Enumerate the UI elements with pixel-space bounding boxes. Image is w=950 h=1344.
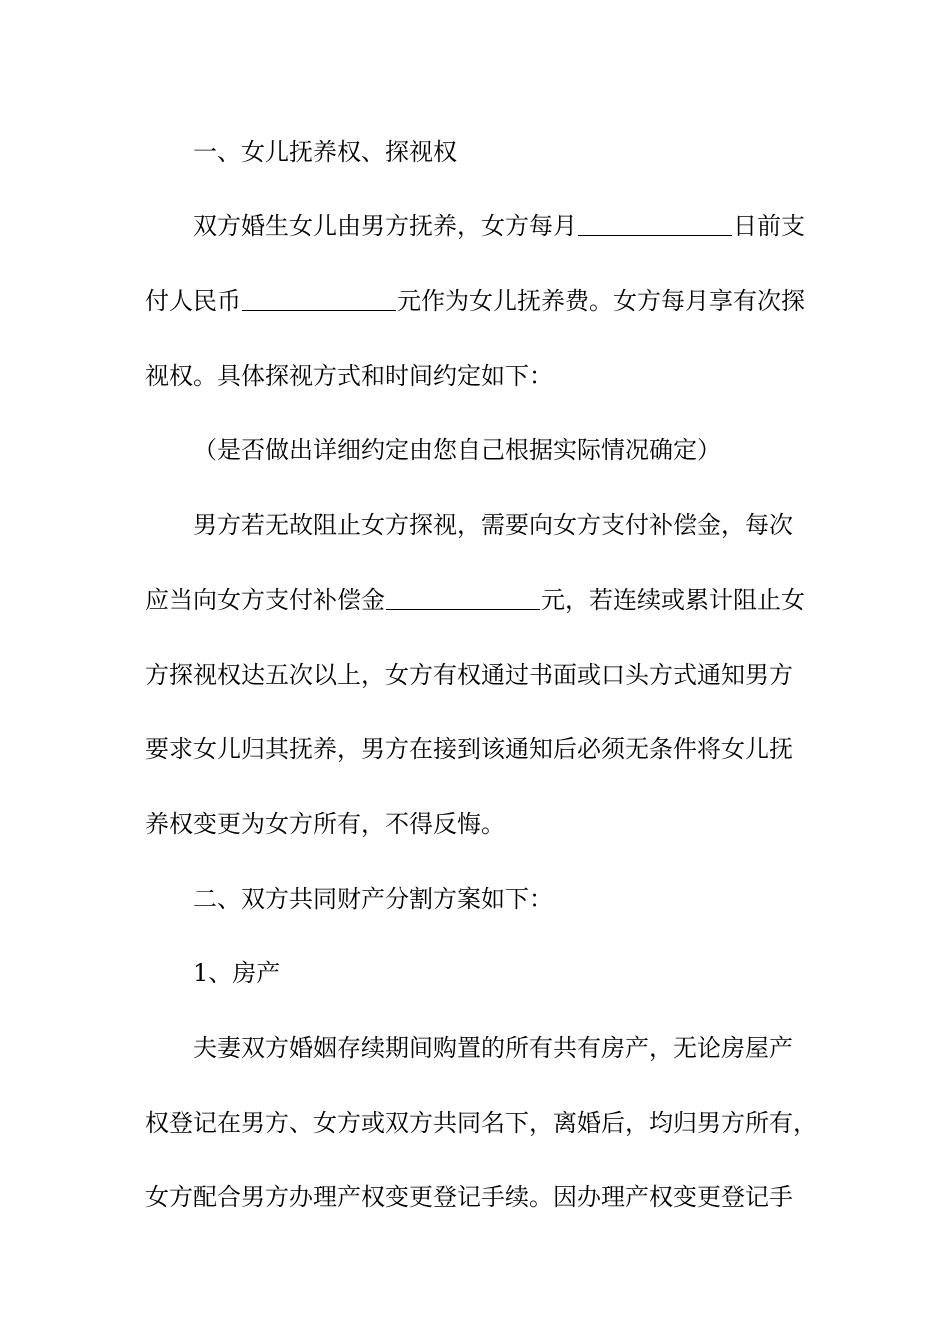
fill-in-blank[interactable]: [242, 284, 396, 311]
subsection-heading-real-estate: 1、房产: [193, 959, 281, 987]
paragraph-line: 权登记在男方、女方或双方共同名下，离婚后，均归男方所有，: [145, 1109, 817, 1137]
paragraph-line: 要求女儿归其抚养，男方在接到该通知后必须无条件将女儿抚: [145, 735, 793, 763]
paragraph-line: 视权。具体探视方式和时间约定如下：: [145, 362, 553, 390]
fill-in-blank[interactable]: [578, 209, 732, 236]
paragraph-line: [193, 206, 863, 246]
paragraph-line: 男方若无故阻止女方探视，需要向女方支付补偿金，每次: [193, 511, 793, 539]
paragraph-line: 女方配合男方办理产权变更登记手续。因办理产权变更登记手: [145, 1183, 793, 1211]
section-heading-custody: 一、女儿抚养权、探视权: [193, 138, 457, 166]
text-segment: 付人民币: [145, 287, 241, 315]
fill-in-blank[interactable]: [386, 583, 540, 610]
paragraph-line: 方探视权达五次以上，女方有权通过书面或口头方式通知男方: [145, 661, 793, 689]
paragraph-line: [145, 580, 815, 620]
text-segment: 应当向女方支付补偿金: [145, 586, 385, 614]
note-line: （是否做出详细约定由您自己根据实际情况确定）: [193, 436, 721, 464]
section-heading-property: 二、双方共同财产分割方案如下：: [193, 885, 553, 913]
text-segment: 元，若连续或累计阻止女: [541, 586, 805, 614]
paragraph-line: 养权变更为女方所有，不得反悔。: [145, 810, 505, 838]
text-segment: 双方婚生女儿由男方抚养，女方每月: [193, 212, 577, 240]
text-segment: 日前支: [733, 212, 805, 240]
paragraph-line: [145, 281, 815, 321]
text-segment: 元作为女儿抚养费。女方每月享有次探: [397, 287, 805, 315]
paragraph-line: 夫妻双方婚姻存续期间购置的所有共有房产，无论房屋产: [193, 1034, 793, 1062]
